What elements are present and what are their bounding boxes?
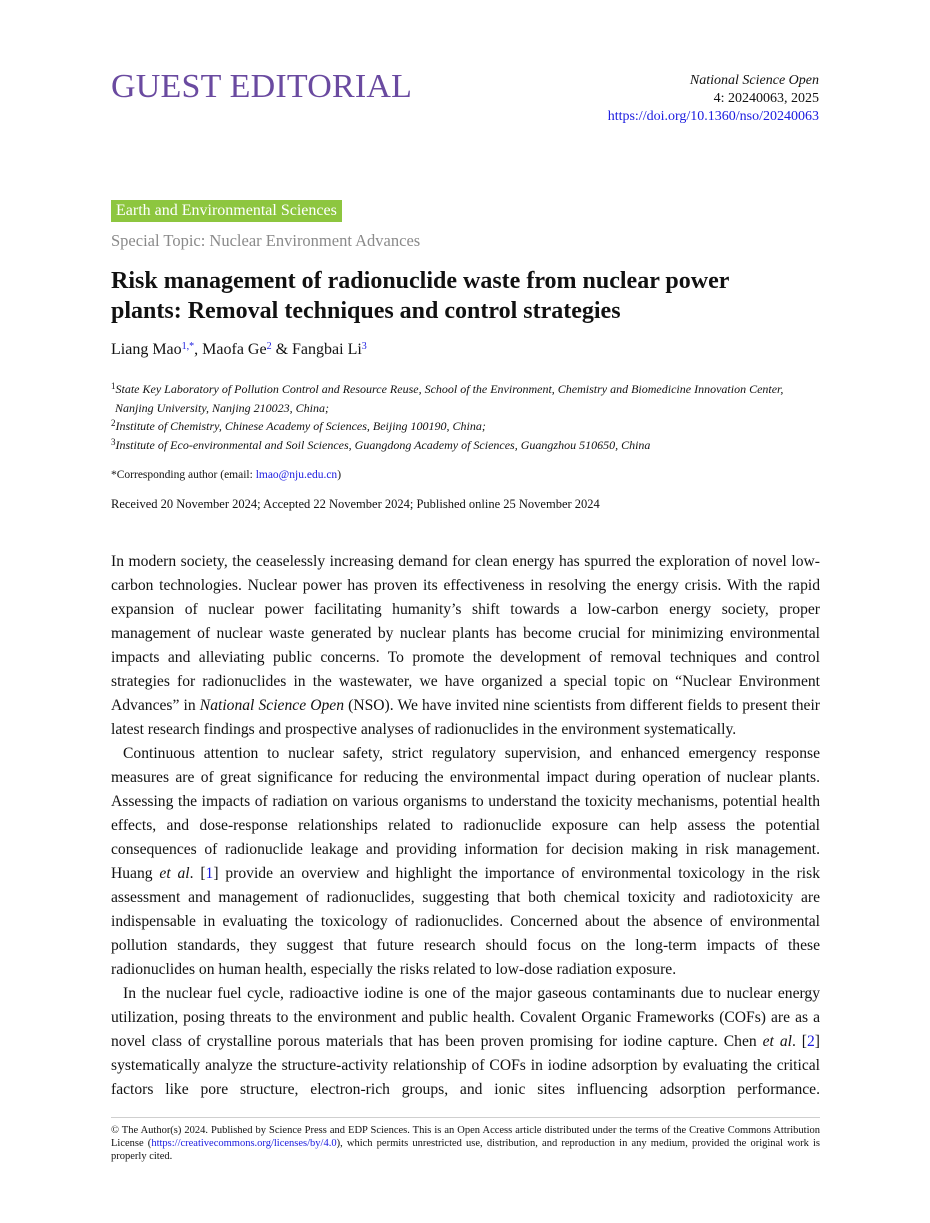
text-run: In modern society, the ceaselessly increasing demand for clean energy has spurred the exploration of novel low-carbon technologies. Nuclear power has proven its effectiveness in resolving the energy crisis. With the rapid expansion of nuclear power facilitating humanity’s shift towards a low-carbon energy society, proper management of nuclear waste generated by nuclear plants has become crucial for minimizing environmental impacts and alleviating public concerns. To promote the development of removal techniques and control strategies for radionuclides in the wastewater, we have organized a special topic on “Nuclear Environment Advances” in	[111, 553, 820, 714]
text-run: ] provide an overview and highlight the importance of environmental toxicology in the risk assessment and management of radionuclides, suggesting that both chemical toxicity and radiotoxicity are indispensable in evaluating the toxicology of radionuclides. Concerned about the absence of environmental pollution standards, they suggest that future research should focus on the long-term impacts of these radionuclides on human health, especially the risks related to low-dose radiation exposure.	[111, 865, 820, 978]
article-body	[111, 550, 820, 1102]
title-line-1: Risk management of radionuclide waste from nuclear power	[111, 268, 730, 294]
affiliation-text: State Key Laboratory of Pollution Control and Resource Reuse, School of the Environment, Chemistry and Biomedicine Innovation Center,	[115, 382, 784, 396]
author-separator: ,	[194, 341, 203, 358]
text-run: Continuous attention to nuclear safety, strict regulatory supervision, and enhanced emergency response measures are of great significance for reducing the environmental impact during operation of nuclear plants. Assessing the impacts of radiation on various organisms to understand the toxicity mechanisms, potential health effects, and dose-response relationships related to radionuclide exposure can help assess the potential consequences of radionuclide leakage and providing information for decision making in risk management. Huang	[111, 745, 820, 882]
author-affiliation-marker[interactable]: 3	[361, 341, 367, 352]
volume-line: 4: 20240063, 2025	[713, 91, 819, 106]
publication-dates: Received 20 November 2024; Accepted 22 November 2024; Published online 25 November 2024	[111, 497, 600, 511]
body-paragraph	[111, 550, 820, 742]
author-name: Liang Mao	[111, 341, 182, 358]
author-affiliation-marker[interactable]: 2	[266, 341, 272, 352]
affiliation-item	[111, 380, 820, 399]
corresponding-suffix: )	[337, 469, 342, 481]
affiliation-number: 3	[111, 436, 116, 447]
corresponding-author	[111, 469, 341, 481]
author-affiliation-marker[interactable]: 1,*	[181, 341, 195, 352]
author-name: Fangbai Li	[292, 341, 362, 358]
license-notice	[111, 1124, 820, 1163]
special-topic: Special Topic: Nuclear Environment Advances	[111, 231, 421, 250]
reference-link[interactable]: 2	[807, 1033, 815, 1050]
text-run: ] systematically analyze the structure-activity relationship of COFs in iodine adsorption by evaluating the critical factors like pore structure, electron-rich groups, and ionic sites influencing adsorption performance.	[111, 1033, 820, 1098]
category-badge: Earth and Environmental Sciences	[111, 200, 342, 222]
affiliation-number: 2	[111, 418, 116, 428]
text-run: (NSO). We have invited nine scientists from different fields to present their latest research findings and prospective analyses of radionuclides in the environment systematically.	[111, 697, 820, 738]
et-al: et al	[159, 865, 190, 882]
section-heading: GUEST EDITORIAL	[111, 68, 413, 105]
affiliation-text: Institute of Eco-environmental and Soil Sciences, Guangdong Academy of Sciences, Guangzhou 510650, China	[115, 437, 651, 452]
text-run: ), which permits unrestricted use, distribution, and reproduction in any medium, provided the original work is properly cited.	[111, 1138, 820, 1162]
journal-info	[608, 72, 819, 126]
doi-link[interactable]: https://doi.org/10.1360/nso/20240063	[607, 109, 819, 124]
text-run: . [	[791, 1033, 807, 1050]
footer-divider	[111, 1117, 820, 1118]
text-run: © The Author(s) 2024. Published by Science Press and EDP Sciences. This is an Open Access article distributed under the terms of the Creative Commons Attribution License (	[111, 1125, 820, 1149]
affiliation-item	[111, 436, 820, 455]
email-link[interactable]: lmao@nju.edu.cn	[255, 469, 338, 481]
article-title	[111, 266, 811, 326]
author-separator: &	[271, 341, 293, 358]
journal-name: National Science Open	[689, 73, 819, 88]
title-line-2: plants: Removal techniques and control strategies	[111, 298, 621, 324]
affiliation-text: Institute of Chemistry, Chinese Academy of Sciences, Beijing 100190, China;	[115, 419, 486, 433]
text-run: In the nuclear fuel cycle, radioactive iodine is one of the major gaseous contaminants due to nuclear energy utilization, posing threats to the environment and public health. Covalent Organic Frameworks (COFs) are as a novel class of crystalline porous materials that has been proven promising for iodine capture. Chen	[111, 985, 820, 1050]
corresponding-prefix: *Corresponding author (email:	[111, 469, 256, 481]
author-list	[111, 341, 367, 359]
author-name: Maofa Ge	[202, 341, 267, 358]
body-paragraph	[111, 742, 820, 982]
reference-link[interactable]: 1	[205, 865, 214, 882]
affiliation-number: 1	[111, 381, 116, 391]
license-link[interactable]: https://creativecommons.org/licenses/by/4.0	[151, 1138, 337, 1149]
affiliation-continuation: Nanjing University, Nanjing 210023, China;	[115, 400, 330, 415]
et-al: et al	[762, 1033, 792, 1050]
journal-name-inline: National Science Open	[199, 697, 345, 714]
affiliations	[111, 380, 820, 454]
affiliation-item	[111, 417, 820, 436]
body-paragraph	[111, 982, 820, 1102]
text-run: . [	[189, 865, 206, 882]
